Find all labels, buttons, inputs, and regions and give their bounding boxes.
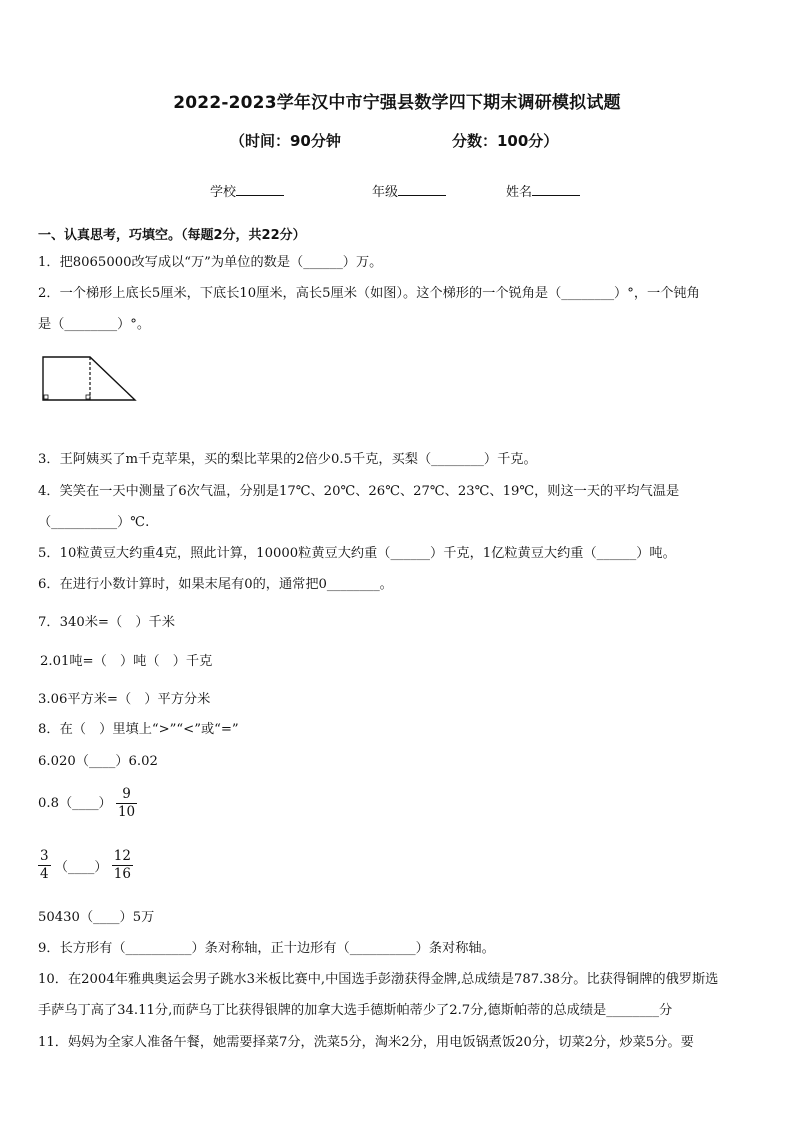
q8b-text: 0.8（____） bbox=[38, 796, 112, 811]
question-8-part-d: 50430（____）5万 bbox=[38, 910, 155, 925]
question-10-line-1: 10．在2004年雅典奥运会男子跳水3米板比赛中,中国选手彭渤获得金牌,总成绩是787.38分。比获得铜牌的俄罗斯选 bbox=[38, 972, 719, 987]
grade-field bbox=[372, 181, 446, 200]
denominator: 4 bbox=[40, 866, 49, 882]
question-11-line-1: 11．妈妈为全家人准备午餐，她需要择菜7分，洗菜5分，淘米2分，用电饭锅煮饭20分，切菜2分，炒菜5分。要 bbox=[38, 1035, 694, 1050]
question-5: 5．10粒黄豆大约重4克，照此计算，10000粒黄豆大约重（______）千克，1亿粒黄豆大约重（______）吨。 bbox=[38, 546, 676, 561]
trapezoid-figure bbox=[40, 354, 140, 404]
question-7-part-a: 7．340米=（ ）千米 bbox=[38, 615, 175, 630]
exam-time: （时间：90分钟 bbox=[230, 132, 341, 150]
school-field bbox=[210, 181, 284, 200]
question-2-line-1: 2．一个梯形上底长5厘米，下底长10厘米，高长5厘米（如图）。这个梯形的一个锐角是（________）°，一个钝角 bbox=[38, 286, 700, 301]
grade-label: 年级 bbox=[372, 185, 399, 200]
numerator: 9 bbox=[122, 786, 131, 802]
question-2-line-2: 是（________）°。 bbox=[38, 317, 151, 332]
question-7-part-b: 2.01吨=（ ）吨（ ）千克 bbox=[40, 654, 213, 669]
fraction-9-10 bbox=[116, 786, 137, 821]
school-label: 学校 bbox=[210, 185, 237, 200]
denominator: 10 bbox=[117, 804, 136, 820]
section-heading: 一、认真思考，巧填空。（每题2分，共22分） bbox=[38, 228, 306, 243]
fraction-3-4 bbox=[38, 848, 51, 883]
fraction-12-16 bbox=[112, 848, 133, 883]
question-1: 1．把8065000改写成以“万”为单位的数是（______）万。 bbox=[38, 255, 383, 270]
question-10-line-2: 手萨乌丁高了34.11分,而萨乌丁比获得银牌的加拿大选手德斯帕蒂少了2.7分,德斯帕蒂的总成绩是________分 bbox=[38, 1003, 673, 1018]
question-3: 3．王阿姨买了m千克苹果，买的梨比苹果的2倍少0.5千克，买梨（________）千克。 bbox=[38, 452, 537, 467]
question-7-part-c: 3.06平方米=（ ）平方分米 bbox=[38, 692, 211, 707]
numerator: 12 bbox=[113, 848, 131, 864]
question-4-line-1: 4．笑笑在一天中测量了6次气温，分别是17℃、20℃、26℃、27℃、23℃、19℃，则这一天的平均气温是 bbox=[38, 484, 680, 499]
name-field bbox=[506, 181, 580, 200]
numerator: 3 bbox=[40, 848, 49, 864]
name-label: 姓名 bbox=[506, 185, 533, 200]
exam-score: 分数：100分） bbox=[452, 132, 559, 150]
question-9: 9．长方形有（__________）条对称轴，正十边形有（__________）条对称轴。 bbox=[38, 941, 495, 956]
question-8-part-b bbox=[38, 786, 137, 821]
question-8: 8．在（ ）里填上“>”“<”或“=” bbox=[38, 722, 239, 737]
denominator: 16 bbox=[113, 866, 131, 882]
question-8-part-c bbox=[38, 848, 133, 883]
question-4-line-2: （__________）℃. bbox=[38, 515, 150, 530]
page-title: 2022-2023学年汉中市宁强县数学四下期末调研模拟试题 bbox=[173, 93, 621, 113]
question-8-part-a: 6.020（____）6.02 bbox=[38, 754, 158, 769]
q8c-blank: （____） bbox=[54, 860, 108, 875]
question-6: 6．在进行小数计算时，如果末尾有0的，通常把0________。 bbox=[38, 577, 393, 592]
